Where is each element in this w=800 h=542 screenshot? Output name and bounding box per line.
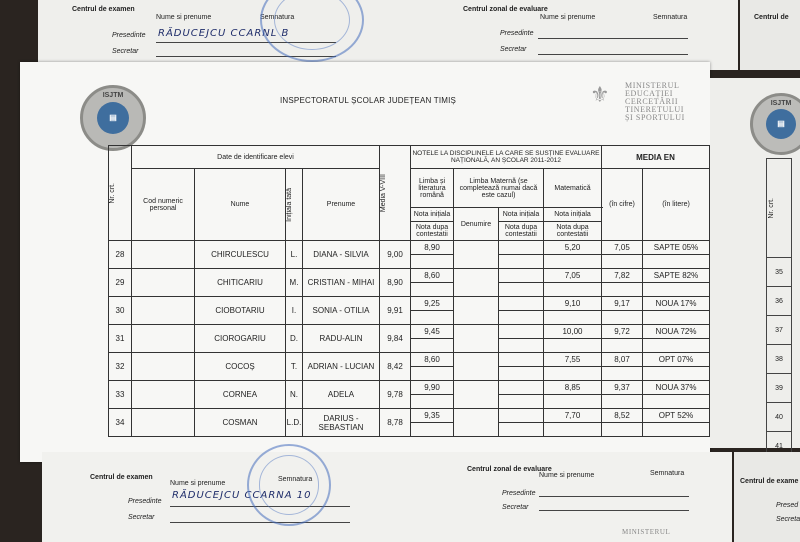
header-materna: Limba Maternă (se completează numai dacă este cazul) — [454, 169, 544, 208]
signature-label-2: Semnatura — [653, 14, 688, 21]
right-row-nr: 39 — [767, 374, 792, 403]
row-mate: 5,20 — [544, 241, 602, 255]
isjtm-logo-right: ISJTM ▤ — [750, 93, 800, 155]
president-label-2: Presedinte — [500, 30, 534, 37]
table-row — [109, 297, 710, 311]
row-materna — [499, 297, 544, 311]
signature-label: Semnatura — [260, 14, 295, 21]
row-initiala: N. — [286, 381, 303, 409]
row-materna — [499, 381, 544, 395]
row-cnp — [132, 325, 195, 353]
isjtm-logo — [80, 85, 146, 151]
ministry-logo-text: MINISTERUL EDUCAȚIEI CERCETĂRII TINERETULUI ȘI SPORTULUI — [625, 81, 685, 122]
row-prenume: SONIA - OTILIA — [303, 297, 380, 325]
row-nr: 28 — [109, 241, 132, 269]
right-partial-table: Nr. crt. 35 36 37 38 39 40 41 — [766, 158, 792, 461]
row-nr: 34 — [109, 409, 132, 437]
row-nume: CORNEA — [195, 381, 286, 409]
bottom-signature-sheet — [42, 452, 732, 542]
row-mate: 9,10 — [544, 297, 602, 311]
row-nume: CIOBOTARIU — [195, 297, 286, 325]
row-materna — [499, 409, 544, 423]
row-mate: 7,55 — [544, 353, 602, 367]
header-nota-initiala: Nota inițiala — [411, 208, 454, 222]
name-label-2: Nume si prenume — [540, 14, 596, 21]
row-romana: 8,90 — [411, 241, 454, 255]
row-denumire — [454, 297, 499, 325]
row-prenume: CRISTIAN - MIHAI — [303, 269, 380, 297]
row-cifre: 8,07 — [602, 353, 643, 367]
eval-center-label-bottom: Centrul zonal de evaluare — [467, 466, 552, 473]
top-signature-sheet — [38, 0, 738, 70]
row-denumire — [454, 409, 499, 437]
president-label-bottom: Presedinte — [128, 498, 162, 505]
row-cifre: 7,05 — [602, 241, 643, 255]
row-cnp — [132, 241, 195, 269]
row-denumire — [454, 381, 499, 409]
right-bottom-sheet: Centrul de exame Presed Secreta — [734, 452, 800, 542]
name-label-bottom: Nume si prenume — [170, 480, 226, 487]
header-denumire: Denumire — [454, 208, 499, 241]
row-mate: 10,00 — [544, 325, 602, 339]
row-initiala: L. — [286, 241, 303, 269]
eval-center-label: Centrul zonal de evaluare — [463, 6, 548, 13]
row-cnp — [132, 409, 195, 437]
ministry-partial: MINISTERUL — [622, 528, 671, 536]
table-row — [109, 241, 710, 255]
row-initiala: M. — [286, 269, 303, 297]
row-litere: SAPTE 05% — [643, 241, 710, 255]
book-icon-right: ▤ — [766, 109, 796, 139]
header-media-en: MEDIA EN — [602, 146, 710, 169]
row-materna — [499, 241, 544, 255]
results-table — [108, 145, 710, 437]
table-row — [109, 353, 710, 367]
row-media: 9,00 — [380, 241, 411, 269]
row-initiala: T. — [286, 353, 303, 381]
row-media: 8,90 — [380, 269, 411, 297]
row-nume: CIOROGARIU — [195, 325, 286, 353]
row-prenume: ADRIAN - LUCIAN — [303, 353, 380, 381]
row-litere: NOUA 37% — [643, 381, 710, 395]
table-row — [109, 409, 710, 423]
row-nr: 30 — [109, 297, 132, 325]
row-nume: COCOȘ — [195, 353, 286, 381]
crest-icon: ⚜ — [590, 82, 610, 107]
row-prenume: DARIUS - SEBASTIAN — [303, 409, 380, 437]
row-cnp — [132, 381, 195, 409]
row-denumire — [454, 241, 499, 269]
row-romana: 9,45 — [411, 325, 454, 339]
president-handwriting-bottom: RĂDUCEJCU CCARNA 10 — [172, 490, 312, 501]
row-nume: COSMAN — [195, 409, 286, 437]
row-initiala: L.D. — [286, 409, 303, 437]
stamp-seal-bottom — [247, 444, 331, 526]
row-cifre: 7,82 — [602, 269, 643, 283]
row-litere: SAPTE 82% — [643, 269, 710, 283]
header-cnp: Cod numeric personal — [132, 169, 195, 241]
president-line-2 — [538, 38, 688, 39]
header-nota-dupa-2: Nota dupa contestatii — [499, 222, 544, 241]
row-cifre: 9,17 — [602, 297, 643, 311]
row-materna — [499, 353, 544, 367]
row-romana: 9,90 — [411, 381, 454, 395]
right-row-nr: 37 — [767, 316, 792, 345]
header-nume: Nume — [195, 169, 286, 241]
row-cifre: 8,52 — [602, 409, 643, 423]
row-nr: 29 — [109, 269, 132, 297]
row-romana: 8,60 — [411, 353, 454, 367]
row-nume: CHIRCULESCU — [195, 241, 286, 269]
row-cnp — [132, 353, 195, 381]
row-litere: NOUA 17% — [643, 297, 710, 311]
signature-label-bottom-2: Semnatura — [650, 470, 685, 477]
signature-label-bottom: Semnatura — [278, 476, 313, 483]
president-handwriting: RĂDUCEJCU CCARNL B — [158, 28, 290, 39]
row-media: 9,91 — [380, 297, 411, 325]
logo-text: ISJTM — [102, 92, 124, 99]
row-materna — [499, 269, 544, 283]
stamp-seal — [260, 0, 364, 62]
row-nume: CHITICARIU — [195, 269, 286, 297]
right-partial-sheet — [710, 78, 800, 448]
row-denumire — [454, 353, 499, 381]
row-litere: OPT 52% — [643, 409, 710, 423]
row-denumire — [454, 325, 499, 353]
row-nr: 31 — [109, 325, 132, 353]
header-media: Media V-VIII — [380, 173, 387, 213]
row-mate: 8,85 — [544, 381, 602, 395]
row-initiala: I. — [286, 297, 303, 325]
secretary-label: Secretar — [112, 48, 139, 55]
row-litere: OPT 07% — [643, 353, 710, 367]
row-romana: 8,60 — [411, 269, 454, 283]
right-row-nr: 36 — [767, 287, 792, 316]
row-cnp — [132, 297, 195, 325]
row-media: 9,84 — [380, 325, 411, 353]
right-top-sheet — [740, 0, 800, 70]
row-media: 8,78 — [380, 409, 411, 437]
row-prenume: RADU-ALIN — [303, 325, 380, 353]
row-nr: 33 — [109, 381, 132, 409]
header-matematica: Matematică — [544, 169, 602, 208]
table-row — [109, 269, 710, 283]
header-nr: Nr. crt. — [109, 182, 116, 204]
header-nota-dupa-3: Nota dupa contestatii — [544, 222, 602, 241]
right-row-nr: 41 — [767, 432, 792, 461]
row-cifre: 9,37 — [602, 381, 643, 395]
row-media: 9,78 — [380, 381, 411, 409]
header-in-cifre: (în cifre) — [602, 169, 643, 241]
header-prenume: Prenume — [303, 169, 380, 241]
row-prenume: DIANA - SILVIA — [303, 241, 380, 269]
table-row — [109, 325, 710, 339]
right-row-nr: 35 — [767, 258, 792, 287]
row-initiala: D. — [286, 325, 303, 353]
secretary-line-2 — [538, 54, 688, 55]
row-romana: 9,35 — [411, 409, 454, 423]
row-cnp — [132, 269, 195, 297]
row-cifre: 9,72 — [602, 325, 643, 339]
president-label: Presedinte — [112, 32, 146, 39]
header-nota-dupa: Nota dupa contestatii — [411, 222, 454, 241]
secretary-label-bottom: Secretar — [128, 514, 155, 521]
header-nota-initiala-2: Nota inițiala — [499, 208, 544, 222]
name-label: Nume si prenume — [156, 14, 212, 21]
exam-center-label: Centrul de examen — [72, 6, 135, 13]
results-sheet — [20, 62, 710, 462]
exam-center-label-right: Centrul de — [754, 14, 789, 21]
row-materna — [499, 325, 544, 339]
page-title: INSPECTORATUL ȘCOLAR JUDEȚEAN TIMIȘ — [280, 96, 457, 105]
header-note-group: NOTELE LA DISCIPLINELE LA CARE SE SUSȚINE EVALUARE NAȚIONALĂ, AN ȘCOLAR 2011-2012 — [411, 146, 602, 169]
right-row-nr: 38 — [767, 345, 792, 374]
row-denumire — [454, 269, 499, 297]
row-prenume: ADELA — [303, 381, 380, 409]
header-romana: Limba și literatura română — [411, 169, 454, 208]
book-icon: ▤ — [97, 102, 129, 134]
president-label-bottom-2: Presedinte — [502, 490, 536, 497]
header-id-group: Date de identificare elevi — [132, 146, 380, 169]
right-row-nr: 40 — [767, 403, 792, 432]
exam-center-label-bottom: Centrul de examen — [90, 474, 153, 481]
header-nota-initiala-3: Nota inițiala — [544, 208, 602, 222]
secretary-label-bottom-2: Secretar — [502, 504, 529, 511]
secretary-label-2: Secretar — [500, 46, 527, 53]
row-romana: 9,25 — [411, 297, 454, 311]
table-row — [109, 381, 710, 395]
row-media: 8,42 — [380, 353, 411, 381]
name-label-bottom-2: Nume si prenume — [539, 472, 595, 479]
row-mate: 7,05 — [544, 269, 602, 283]
row-nr: 32 — [109, 353, 132, 381]
row-litere: NOUA 72% — [643, 325, 710, 339]
row-mate: 7,70 — [544, 409, 602, 423]
header-in-litere: (în litere) — [643, 169, 710, 241]
header-initiala: Inițiala tată — [286, 187, 293, 222]
